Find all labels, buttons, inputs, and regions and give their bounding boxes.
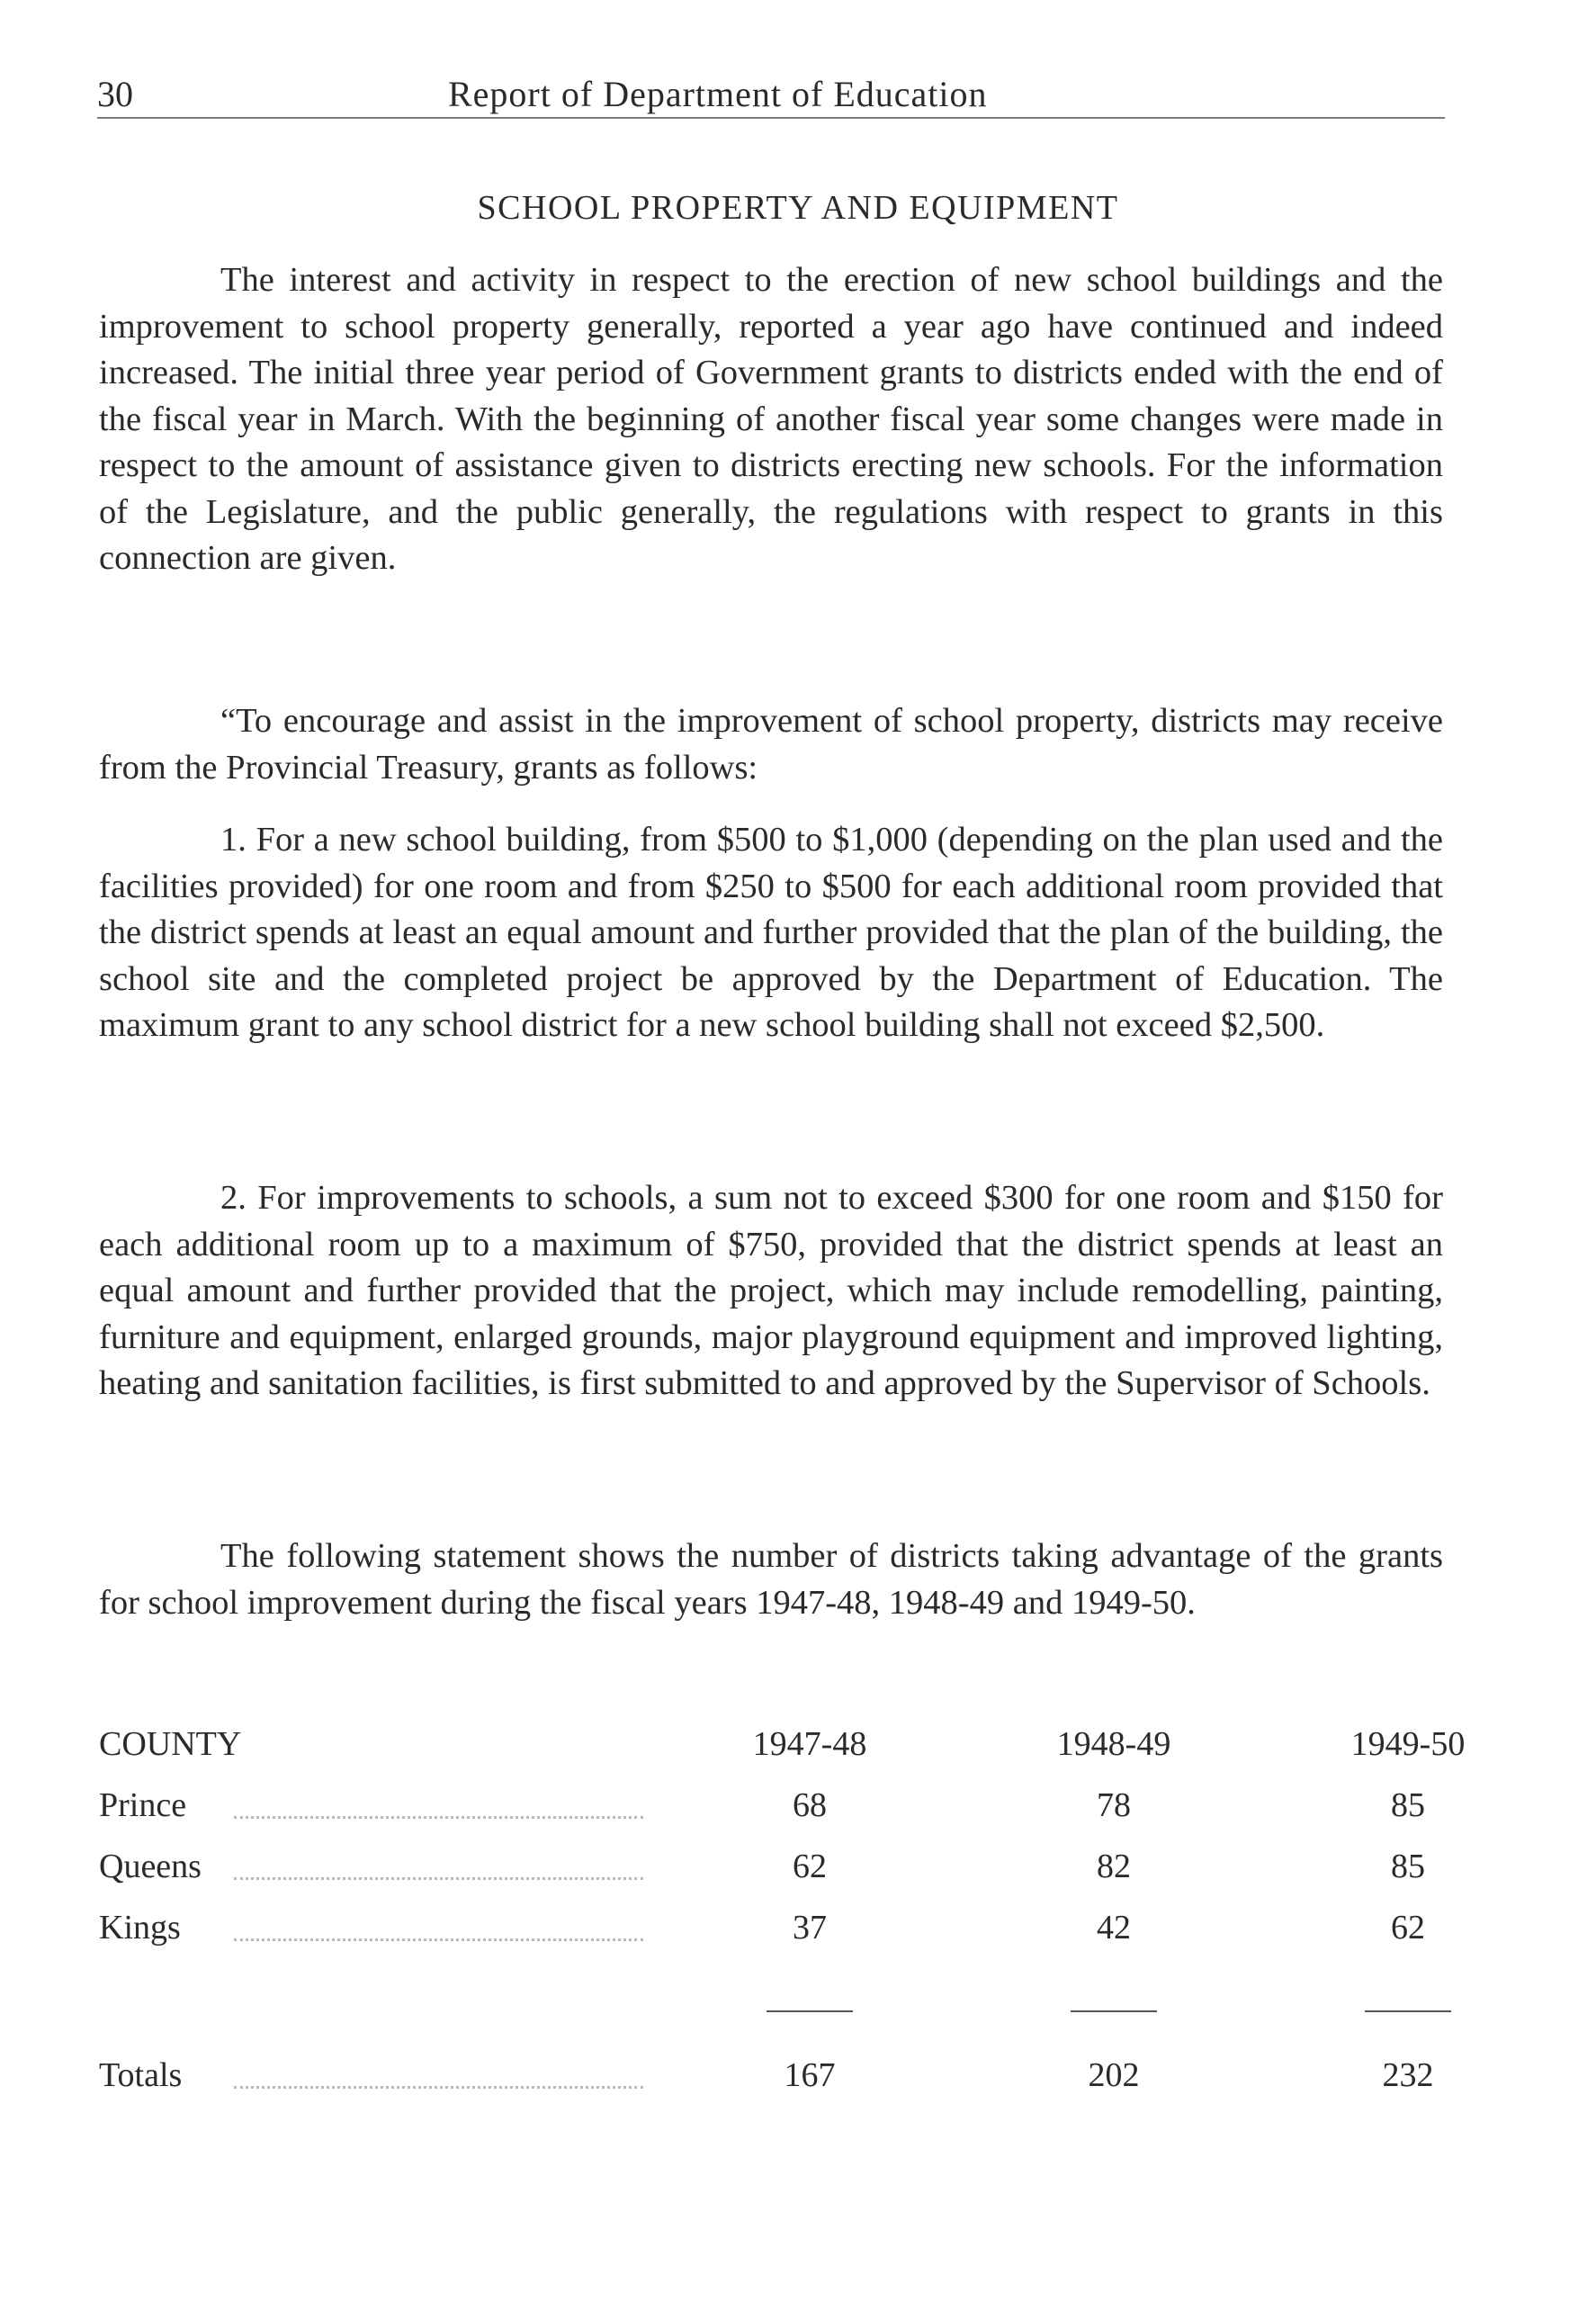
- dot-leader: [234, 2086, 643, 2089]
- total-cell: 167: [784, 2056, 836, 2094]
- paragraph-intro: The interest and activity in respect to the erection of new school buildings and the improvement to school property generally, reported a year ago have continued and indeed increased. The initial three year period of Government grants to districts ended with the end of the fiscal year in March. With the beginning of another fiscal year some changes were made in respect to the amount of assistance given to districts erecting new schools. For the information of the Legislature, and the public generally, the regulations with respect to grants in this connection are given.: [99, 261, 1443, 577]
- table-row: [99, 1780, 1448, 1841]
- table-cell: 37: [793, 1909, 827, 1947]
- running-title: Report of Department of Education: [448, 74, 988, 114]
- table-cell: 62: [793, 1848, 827, 1885]
- totals-row: [99, 2050, 1448, 2111]
- dot-leader: [234, 1816, 643, 1819]
- totals-rule: [1365, 2010, 1451, 2012]
- totals-rule: [767, 2010, 853, 2012]
- table-cell: 85: [1391, 1848, 1425, 1885]
- table-header-row: [99, 1719, 1466, 1780]
- county-name: Prince: [99, 1786, 187, 1824]
- paragraph-grants-intro: “To encourage and assist in the improvement of school property, districts may receive from the Provincial Treasury, grants as follows:: [99, 702, 1443, 787]
- table-cell: 68: [793, 1786, 827, 1824]
- total-cell: 232: [1382, 2056, 1434, 2094]
- column-header-1949-50: 1949-50: [1350, 1725, 1466, 1763]
- section-title: SCHOOL PROPERTY AND EQUIPMENT: [477, 189, 1119, 227]
- table-cell: 85: [1391, 1786, 1425, 1824]
- table-cell: 62: [1391, 1909, 1425, 1947]
- dot-leader: [234, 1877, 643, 1880]
- totals-label: Totals: [99, 2056, 183, 2094]
- column-header-county: COUNTY: [99, 1725, 242, 1763]
- column-header-1947-48: 1947-48: [752, 1725, 867, 1763]
- column-header-1948-49: 1948-49: [1056, 1725, 1171, 1763]
- table-cell: 78: [1097, 1786, 1131, 1824]
- totals-rule: [1071, 2010, 1157, 2012]
- dot-leader: [234, 1938, 643, 1941]
- county-name: Queens: [99, 1848, 202, 1885]
- table-row: [99, 1902, 1448, 1964]
- paragraph-new-building-grant: 1. For a new school building, from $500 to $1,000 (depending on the plan used and the facilities provided) for one room and from $250 to $500 for each additional room provided that the district spends at least an equal amount and further provided that the plan of the building, the school site and the completed project be approved by the Department of Education. The maximum grant to any school district for a new school building shall not exceed $2,500.: [99, 821, 1443, 1044]
- page-number: 30: [97, 74, 133, 114]
- table-cell: 42: [1097, 1909, 1131, 1947]
- county-name: Kings: [99, 1909, 181, 1947]
- running-header: [97, 72, 1445, 119]
- table-row: [99, 1841, 1448, 1902]
- total-cell: 202: [1088, 2056, 1140, 2094]
- totals-rule-row: [99, 1964, 1448, 2050]
- table-cell: 82: [1097, 1848, 1131, 1885]
- paragraph-improvement-grant: 2. For improvements to schools, a sum not to exceed $300 for one room and $150 for each additional room up to a maximum of $750, provided that the district spends at least an equal amount and further provided that the project, which may include remodelling, painting, furniture and equipment, enlarged grounds, major playground equipment and improved lighting, heating and sanitation facilities, is first submitted to and approved by the Supervisor of Schools.: [99, 1179, 1443, 1402]
- paragraph-statement-intro: The following statement shows the number of districts taking advantage of the grants for school improvement during the fiscal years 1947-48, 1948-49 and 1949-50.: [99, 1537, 1443, 1622]
- districts-table: [99, 1719, 1466, 2111]
